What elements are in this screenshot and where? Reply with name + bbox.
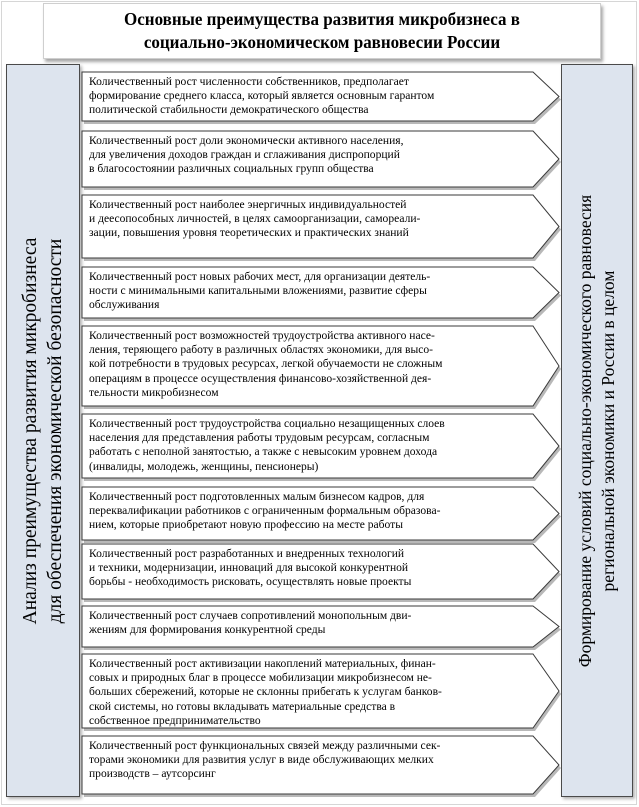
advantage-item-line: производств – аутсорсинг bbox=[89, 767, 216, 781]
advantage-item-line: обслуживания bbox=[89, 298, 160, 312]
advantage-item-line: больших сбережений, которые не склонны прибегать к услугам банков- bbox=[89, 685, 442, 699]
advantage-item-line: ления, теряющего работу в различных областях экономики, для высо- bbox=[89, 343, 434, 357]
advantage-item-line: зации, повышения уровня теоретических и практических знаний bbox=[89, 226, 409, 240]
advantage-item-line: кой потребности в трудовых ресурсах, легкой обучаемости не сложным bbox=[89, 357, 443, 371]
advantage-item-line: торами экономики для развития услуг в виде обслуживающих мелких bbox=[89, 753, 434, 767]
advantage-item-line: ности с минимальными капитальными вложениями, развитие сферы bbox=[89, 284, 427, 298]
title-line-2: социально-экономическом равновесии России bbox=[143, 32, 501, 52]
advantage-item-line: для увеличения доходов граждан и сглаживания диспропорций bbox=[89, 148, 400, 162]
advantage-item-text bbox=[89, 739, 535, 794]
advantage-item-line: переквалификации работников с ограниченным формальным образова- bbox=[89, 504, 441, 518]
advantage-item-line: Количественный рост возможностей трудоустройства активного насе- bbox=[89, 329, 435, 342]
advantage-item-text bbox=[89, 75, 535, 121]
left-panel-line-2: для обеспечения экономической безопасности bbox=[45, 238, 66, 623]
advantage-item-line: Количественный рост случаев сопротивлений монопольным дви- bbox=[89, 609, 412, 622]
advantage-item-line: Количественный рост доли экономически активного населения, bbox=[89, 134, 404, 147]
advantage-item-line: в благосостоянии различных социальных групп общества bbox=[89, 162, 374, 176]
advantage-item-line: Количественный рост разработанных и внедренных технологий bbox=[89, 547, 405, 560]
advantage-item-text bbox=[89, 270, 535, 318]
advantage-item-line: борьбы - необходимость рисковать, осуществлять новые проекты bbox=[89, 575, 412, 589]
advantage-item-line: формирование среднего класса, который является основным гарантом bbox=[89, 89, 435, 103]
advantage-item-line: Количественный рост новых рабочих мест, для организации деятель- bbox=[89, 270, 431, 283]
advantage-item-text bbox=[89, 547, 535, 599]
right-panel-line-2: региональной экономики и России в целом bbox=[598, 270, 618, 591]
advantage-item-line: (инвалиды, молодежь, женщины, пенсионеры) bbox=[89, 459, 319, 473]
advantage-item-text bbox=[89, 490, 535, 540]
advantage-item-line: операциям в процессе осуществления финансово-хозяйственной дея- bbox=[89, 371, 432, 385]
advantage-item-line: политической стабильности демократического общества bbox=[89, 103, 369, 117]
advantage-item-line: работать с неполной занятостью, а также с невысоким уровнем дохода bbox=[89, 445, 438, 459]
advantage-item-line: Количественный рост трудоустройства социально незащищенных слоев bbox=[89, 417, 445, 430]
advantage-item-line: тельности микробизнесом bbox=[89, 385, 219, 399]
advantage-item-line: Количественный рост функциональных связей между различными сек- bbox=[89, 739, 441, 752]
advantage-item-line: населения для представления работы трудовым ресурсам, согласным bbox=[89, 431, 430, 445]
advantage-item-text bbox=[89, 417, 535, 478]
advantage-item-text bbox=[89, 198, 535, 258]
advantage-item-line: Количественный рост численности собственников, предполагает bbox=[89, 75, 409, 88]
advantage-item-line: совых и природных благ в процессе мобилизации микробизнесом не- bbox=[89, 671, 432, 685]
advantage-item-line: и деесопособных личностей, в целях самоорганизации, самореали- bbox=[89, 212, 421, 226]
advantage-item-line: Количественный рост подготовленных малым бизнесом кадров, для bbox=[89, 490, 425, 503]
advantage-item-line: Количественный рост наиболее энергичных индивидуальностей bbox=[89, 198, 407, 211]
title-line-1: Основные преимущества развития микробизнеса в bbox=[124, 9, 520, 29]
advantage-item-line: собственное предпринимательство bbox=[89, 713, 261, 727]
advantage-item-line: и техники, модернизации, инноваций для высокой конкурентной bbox=[89, 561, 409, 575]
advantage-item-line: жениям для формирования конкурентной среды bbox=[89, 623, 326, 637]
left-panel-line-1: Анализ преимущества развития микробизнеса bbox=[20, 237, 41, 624]
advantage-item-text bbox=[89, 657, 535, 728]
advantage-item-line: Количественный рост активизации накоплений материальных, финан- bbox=[89, 657, 436, 670]
advantage-item-line: ской системы, но готовы вкладывать материальные средства в bbox=[89, 699, 396, 713]
advantage-item-text bbox=[89, 134, 535, 187]
right-panel-line-1: Формирование условий социально-экономического равновесия bbox=[575, 194, 595, 667]
advantage-item-text bbox=[89, 329, 535, 406]
advantage-item-line: нием, которые приобретают новую профессию на месте работы bbox=[89, 518, 403, 532]
advantage-item-text bbox=[89, 609, 535, 647]
